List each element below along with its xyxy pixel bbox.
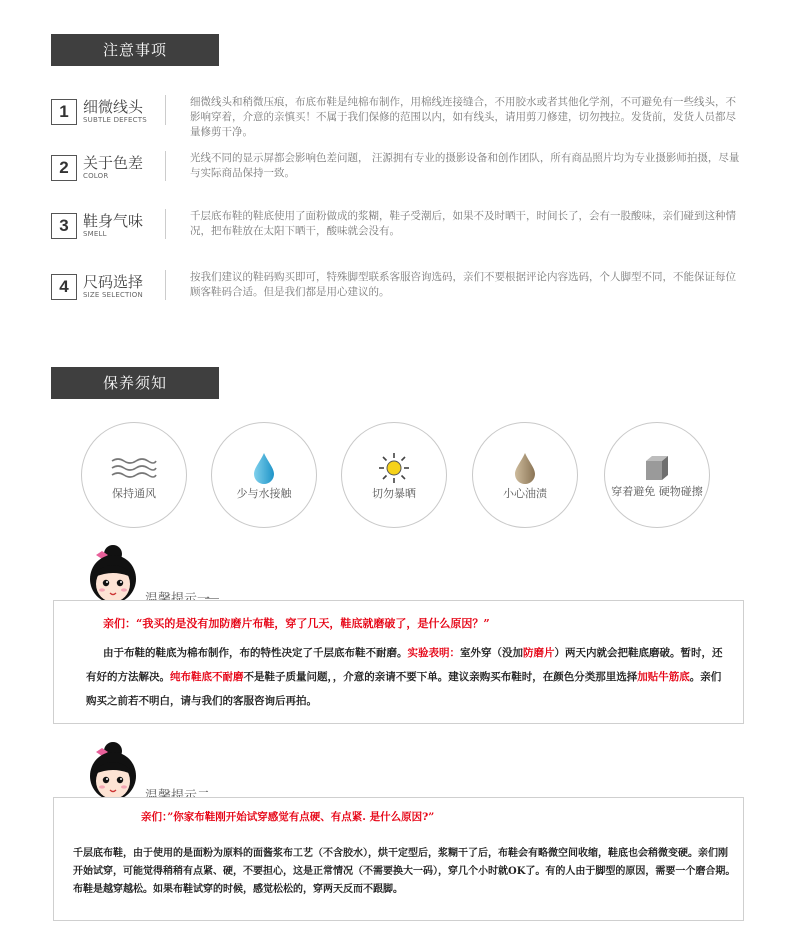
care-item-ventilation — [81, 422, 187, 528]
tip-body: 千层底布鞋，由于使用的是面粉为原料的面酱浆布工艺（不含胶水），烘干定型后，浆糊干了后，布鞋会有略微空间收缩，鞋底也会稍微变硬。亲们刚开始试穿，可能觉得稍稍有点紧、硬，不要担心，这是正常情况（不需要换大一码），穿几个小时就OK了。有的人由于脚型的原因，需要一个磨合期。布鞋是越穿越松。如果布鞋试穿的时候，感觉松松的，穿两天反而不跟脚。 — [73, 848, 736, 895]
body-text: 。亲们购买之前若不明白，请与我们的客服咨询后再拍。 — [86, 671, 722, 707]
body-highlight: 纯布鞋底不耐磨 — [170, 671, 244, 683]
item-subtitle: SIZE SELECTION — [83, 291, 143, 299]
item-title: 尺码选择 — [83, 273, 144, 291]
item-title: 细微线头 — [83, 98, 144, 116]
care-item-hard-object — [604, 422, 710, 528]
cartoon-girl-avatar — [84, 543, 142, 605]
item-number: 2 — [51, 155, 77, 181]
body-text: ）两天内就会把鞋底磨破。暂时，还有好的方法解决。 — [86, 647, 723, 683]
care-item-oil — [472, 422, 578, 528]
item-number: 3 — [51, 213, 77, 239]
item-number: 1 — [51, 99, 77, 125]
oil-drop-icon — [473, 451, 577, 485]
cartoon-girl-avatar — [84, 740, 142, 802]
body-highlight: 加贴牛筋底 — [637, 671, 690, 683]
item-description: 光线不同的显示屏都会影响色差问题， 汪源拥有专业的摄影设备和创作团队，所有商品照片均为专业摄影师拍摄，尽量与实际商品保持一致。 — [190, 152, 740, 179]
wind-icon — [82, 451, 186, 485]
care-label: 少与水接触 — [236, 487, 292, 500]
divider — [165, 151, 166, 181]
care-label: 切勿暴晒 — [372, 487, 416, 500]
divider — [165, 270, 166, 300]
divider — [165, 95, 166, 125]
item-description: 按我们建议的鞋码购买即可，特殊脚型联系客服咨询选码，亲们不要根据评论内容选码，个人脚型不同，不能保证每位顾客鞋码合适。但是我们都是用心建议的。 — [190, 271, 736, 298]
item-subtitle: SUBTLE DEFECTS — [83, 116, 147, 124]
item-title: 关于色差 — [83, 154, 144, 172]
care-label: 小心油渍 — [503, 487, 547, 500]
tip-question: 亲们：“我买的是没有加防磨片布鞋，穿了几天，鞋底就磨破了，是什么原因？” — [103, 617, 490, 630]
item-title: 鞋身气味 — [83, 212, 144, 230]
body-highlight: 实验表明： — [407, 647, 460, 659]
hard-object-icon — [605, 451, 709, 485]
care-label: 穿着避免 硬物碰擦 — [611, 485, 703, 498]
tip-question: 亲们：”你家布鞋刚开始试穿感觉有点硬、有点紧. 是什么原因?” — [141, 811, 435, 823]
care-label: 保持通风 — [112, 487, 156, 500]
section-title-notice: 注意事项 — [51, 34, 219, 66]
body-text: 不是鞋子质量问题，，介意的亲请不要下单。建议亲购买布鞋时，在颜色分类那里选择 — [243, 671, 638, 683]
item-description: 细微线头和稍微压痕，布底布鞋是纯棉布制作，用棉线连接缝合，不用胶水或者其他化学剂，不可避免有一些线头，不影响穿着，介意的亲慎买！不属于我们保修的范围以内，如有线头，请用剪刀修建，切勿拽拉。发货前，发货人员都尽量修剪干净。 — [190, 96, 736, 138]
water-drop-icon — [212, 451, 316, 485]
item-description: 千层底布鞋的鞋底使用了面粉做成的浆糊，鞋子受潮后，如果不及时晒干，时间长了，会有一股酸味，亲们碰到这种情况，把布鞋放在太阳下晒干，酸味就会没有。 — [190, 210, 736, 237]
title-dash — [205, 598, 219, 599]
divider — [165, 209, 166, 239]
section-title-care: 保养须知 — [51, 367, 219, 399]
item-subtitle: COLOR — [83, 172, 109, 180]
body-text: 室外穿（没加 — [460, 647, 523, 659]
care-item-sun — [341, 422, 447, 528]
tip-body — [86, 641, 728, 713]
body-highlight: 防磨片 — [523, 647, 555, 659]
item-subtitle: SMELL — [83, 230, 107, 238]
body-text: 由于布鞋的鞋底为棉布制作，布的特性决定了千层底布鞋不耐磨。 — [103, 647, 408, 659]
item-number: 4 — [51, 274, 77, 300]
care-item-water — [211, 422, 317, 528]
sun-icon — [342, 451, 446, 485]
